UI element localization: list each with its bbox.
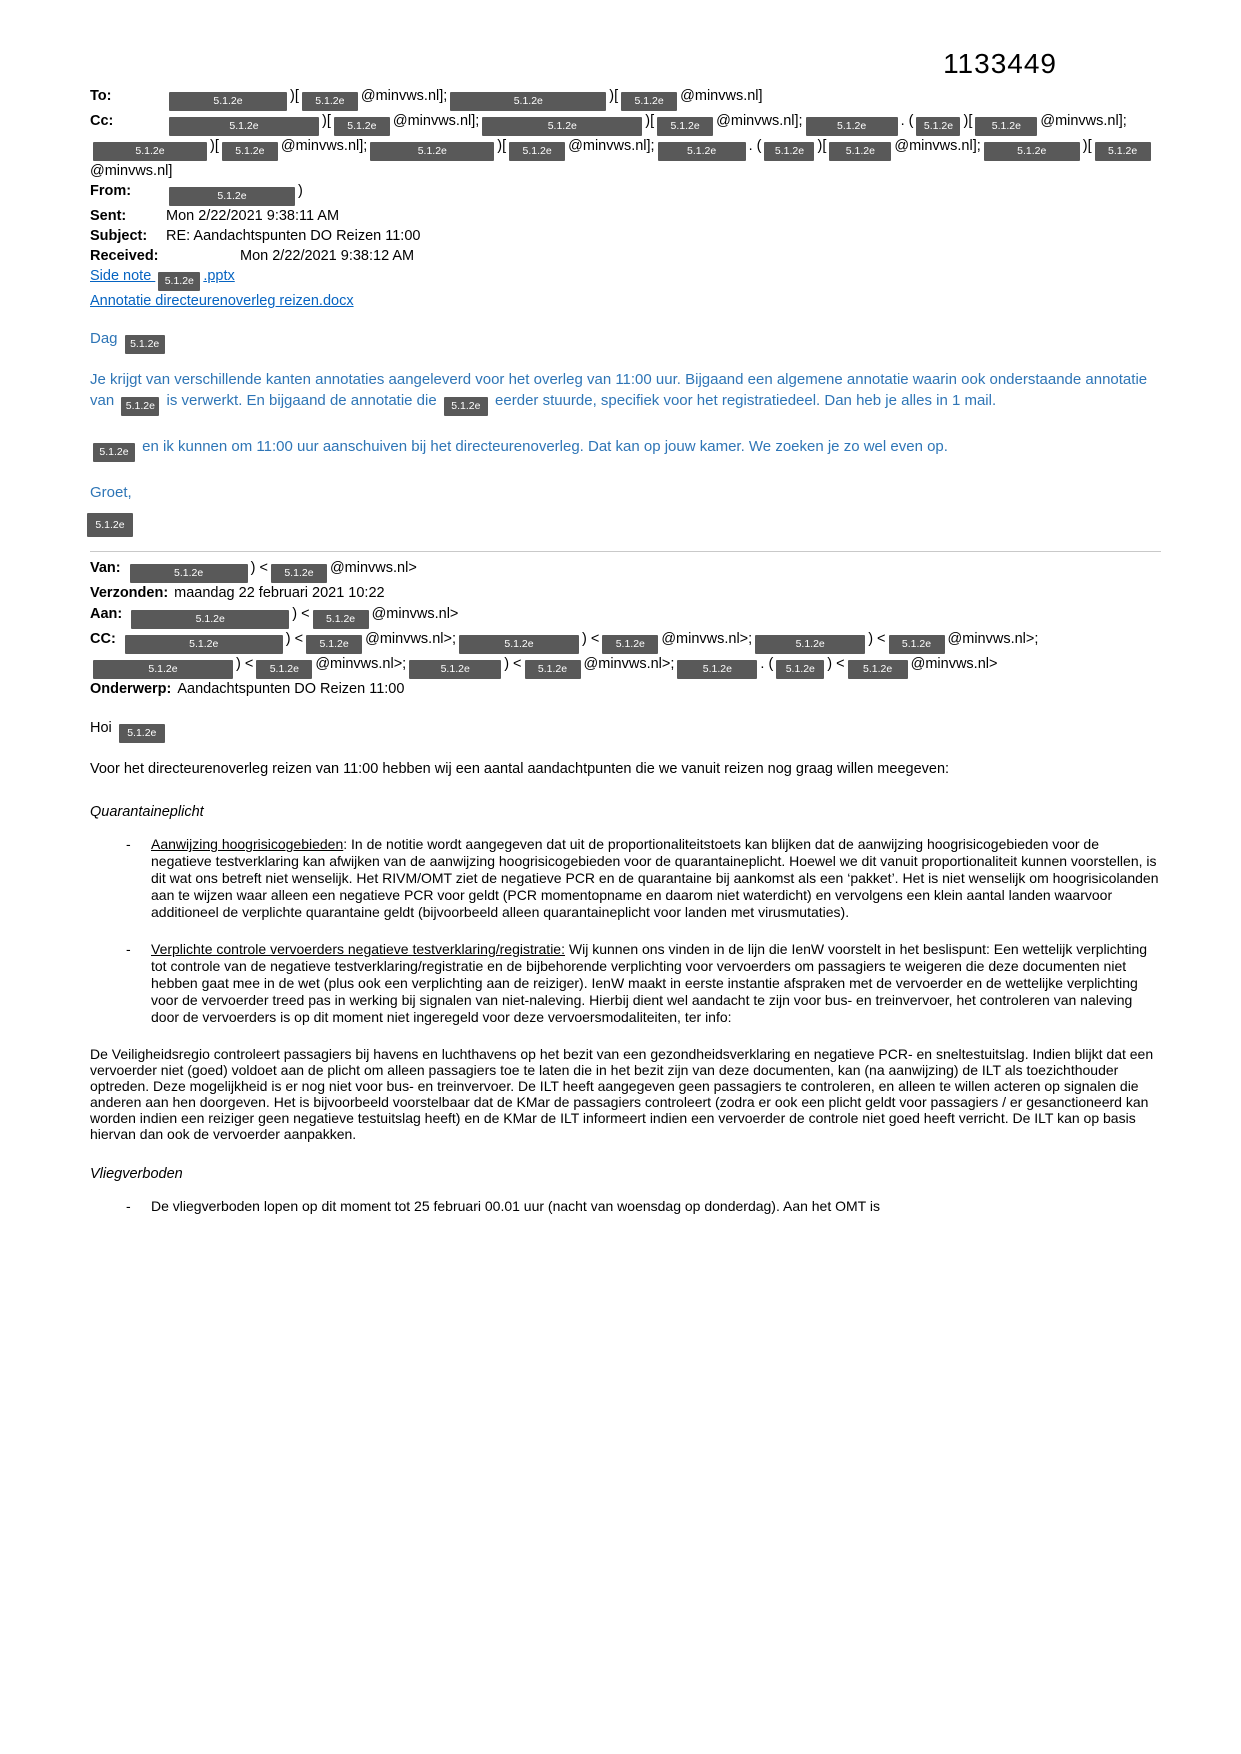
text-run: @minvws.nl>; — [315, 656, 407, 672]
text-run: )[ — [1082, 138, 1092, 154]
header-row-verzonden — [90, 583, 1161, 604]
attachment-link-docx[interactable] — [90, 291, 1161, 312]
text-run: ) < — [292, 606, 310, 622]
redaction-box: 5.1.2e — [93, 660, 233, 679]
redaction-box: 5.1.2e — [658, 142, 746, 161]
email-reply-body — [90, 328, 1161, 537]
text-run: ) < — [236, 656, 254, 672]
header-value-verzonden: maandag 22 februari 2021 10:22 — [174, 585, 385, 601]
redaction-box: 5.1.2e — [334, 117, 390, 136]
redaction-box: 5.1.2e — [93, 443, 135, 462]
bullet-item-hoogrisicogebieden — [126, 836, 1161, 921]
bullet-text-vliegverboden — [151, 1198, 1161, 1215]
text-run: . ( — [748, 138, 762, 154]
bullet-item-vervoerders — [126, 941, 1161, 1026]
underlined-text: Aanwijzing hoogrisicogebieden — [151, 836, 344, 852]
underlined-text: Verplichte controle vervoerders negatieve testverklaring/registratie: — [151, 941, 565, 957]
quoted-email-body — [90, 718, 1161, 1215]
bullet-dash: - — [126, 941, 131, 957]
redaction-box: 5.1.2e — [776, 660, 824, 679]
redaction-box: 5.1.2e — [306, 635, 362, 654]
text-run: ) < — [285, 631, 304, 647]
redaction-box: 5.1.2e — [916, 117, 960, 136]
signoff-line: Groet, — [90, 484, 132, 501]
bullet-dash: - — [126, 836, 131, 852]
email-reply-section — [90, 86, 1161, 537]
header-value-sent: Mon 2/22/2021 9:38:11 AM — [166, 208, 340, 224]
redaction-box: 5.1.2e — [271, 564, 327, 583]
header-value-to — [166, 88, 763, 107]
text-run: Hoi — [90, 720, 116, 736]
redaction-box: 5.1.2e — [302, 92, 358, 111]
text-run: @minvws.nl> — [329, 560, 417, 576]
text-run: @minvws.nl]; — [280, 138, 368, 154]
attachment-link-text[interactable]: Annotatie directeurenoverleg reizen.docx — [90, 293, 354, 309]
redaction-box: 5.1.2e — [459, 635, 579, 654]
text-run: @minvws.nl>; — [365, 631, 456, 647]
text-run: @minvws.nl> — [910, 656, 998, 672]
redaction-box: 5.1.2e — [509, 142, 565, 161]
redaction-box: 5.1.2e — [755, 635, 865, 654]
text-run: @minvws.nl]; — [568, 138, 655, 154]
body-paragraph-2 — [90, 436, 1161, 462]
text-run: @minvws.nl]; — [894, 138, 981, 154]
header-value-from — [166, 183, 303, 202]
quoted-email-section — [90, 558, 1161, 1215]
header-label-cc: Cc: — [90, 113, 114, 129]
doc-number-stamp: 1133449 — [943, 48, 1057, 79]
redaction-box: 5.1.2e — [87, 513, 133, 537]
redaction-box: 5.1.2e — [409, 660, 501, 679]
redaction-box: 5.1.2e — [806, 117, 898, 136]
text-run: ) < — [581, 631, 600, 647]
header-label-cc2: CC: — [90, 631, 116, 647]
info-paragraph: De Veiligheidsregio controleert passagiers bij havens en luchthavens op het bezit van een gezondheidsverklaring en negatieve PCR- en sneltestuitslag. Indien blijkt dat een vervoerder niet (goed) voldoet aan de plicht om alleen passagiers toe te laten die in het bezit zijn van deze documenten, kan (na aanwijzing) de ILT als toezichthouder optreden. Deze mogelijkheid is er nog niet voor bus- en treinvervoer. De ILT heeft aangegeven geen passagiers te controleren, en alleen te willen acteren op signalen die anderen aan hen doorgeven. Het is bijvoorbeeld voorstelbaar dat de KMar de passagiers controleert (zodra er ook een plicht geldt voor passagiers / er gesanctioneerd kan worden indien een reiziger geen negatieve testuitslag heeft) en de KMar de ILT informeert indien een vervoerder de controle niet goed heeft verricht. De ILT kan op basis hiervan dan ook de vervoerder aanpakken. — [90, 1046, 1154, 1142]
redaction-box: 5.1.2e — [313, 610, 369, 629]
redaction-box: 5.1.2e — [889, 635, 945, 654]
text-run: Je krijgt van verschillende kanten annotaties aangeleverd voor het overleg van 11:00 uur. Bijgaand een algemene annotatie waarin ook onderstaande annotatie van — [90, 371, 1148, 409]
redaction-box: 5.1.2e — [848, 660, 908, 679]
text-run: Wij kunnen ons vinden in de lijn die IenW voorstelt in het beslispunt: Een wettelijk verplichting tot controle van de negatieve testverklaring/registratie en de bijbehorende verplichting voor vervoerders om passagiers te weigeren die deze documenten niet hebben gaat mee in de wet (plus ook een verplichting aan de reiziger). IenW maakt in eerste instantie afspraken met de vervoerder en de wettelijke verplichting voor de vervoerder treed pas in werking bij signalen van niet-naleving. Hierbij dient wel aandacht te zijn voor bus- en treinvervoer, het controleren van naleving door de vervoerders is op dit moment niet ingeregeld voor deze vervoersmodaliteiten, ter info: — [151, 941, 1148, 1025]
redaction-box: 5.1.2e — [158, 272, 200, 291]
text-run: De vliegverboden lopen op dit moment tot 25 februari 00.01 uur (nacht van woensdag op donderdag). Aan het OMT is — [151, 1198, 880, 1214]
text-run: is verwerkt. En bijgaand de annotatie die — [162, 392, 441, 409]
header-row-to — [90, 86, 1161, 111]
text-run: ) — [298, 183, 303, 199]
redaction-box: 5.1.2e — [93, 142, 207, 161]
header-row-onderwerp — [90, 679, 1161, 700]
header-label-onderwerp: Onderwerp: — [90, 681, 172, 697]
bullet-text-vervoerders — [151, 941, 1161, 1026]
redaction-box: 5.1.2e — [657, 117, 713, 136]
text-run: eerder stuurde, specifiek voor het registratiedeel. Dan heb je alles in 1 mail. — [490, 392, 997, 409]
redaction-box: 5.1.2e — [621, 92, 677, 111]
redaction-box: 5.1.2e — [130, 564, 248, 583]
header-label-received: Received: — [90, 248, 159, 264]
header-value-onderwerp: Aandachtspunten DO Reizen 11:00 — [177, 681, 405, 697]
signature-redaction — [84, 509, 1161, 537]
text-run: . ( — [900, 113, 914, 129]
header-label-to: To: — [90, 88, 112, 104]
text-run: ) < — [504, 656, 522, 672]
redaction-box: 5.1.2e — [450, 92, 606, 111]
bullet-dash: - — [126, 1198, 131, 1214]
header-value-subject: RE: Aandachtspunten DO Reizen 11:00 — [166, 228, 421, 244]
header-row-van — [90, 558, 1161, 583]
text-run: @minvws.nl]; — [716, 113, 803, 129]
text-run: )[ — [609, 88, 619, 104]
text-run: Dag — [90, 330, 122, 347]
redaction-box: 5.1.2e — [482, 117, 642, 136]
email-divider — [90, 551, 1161, 552]
header-row-received — [90, 246, 1161, 266]
header-row-cc2 — [90, 629, 1161, 679]
body-paragraph-1 — [90, 369, 1161, 416]
text-run: )[ — [645, 113, 655, 129]
redaction-box: 5.1.2e — [829, 142, 891, 161]
text-run: )[ — [322, 113, 331, 129]
section-heading-vliegverboden: Vliegverboden — [90, 1166, 183, 1182]
text-run: @minvws.nl>; — [583, 656, 675, 672]
greeting-line — [90, 328, 1161, 354]
redaction-box: 5.1.2e — [169, 187, 295, 206]
header-value-cc2 — [90, 631, 1039, 675]
text-run: en ik kunnen om 11:00 uur aanschuiven bij het directeurenoverleg. Dat kan op jouw kamer. We zoeken je zo wel even op. — [138, 438, 948, 455]
intro-paragraph: Voor het directeurenoverleg reizen van 11:00 hebben wij een aantal aandachtpunten die we vanuit reizen nog graag willen meegeven: — [90, 761, 950, 777]
redaction-box: 5.1.2e — [121, 397, 159, 416]
redaction-box: 5.1.2e — [984, 142, 1080, 161]
redaction-box: 5.1.2e — [975, 117, 1037, 136]
attachment-link-pptx[interactable] — [90, 266, 1161, 291]
redaction-box: 5.1.2e — [1095, 142, 1151, 161]
redaction-box: 5.1.2e — [256, 660, 312, 679]
text-run: @minvws.nl] — [680, 88, 763, 104]
document-content — [90, 86, 1161, 1215]
text-run: )[ — [210, 138, 219, 154]
header-label-aan: Aan: — [90, 606, 123, 622]
header-row-aan — [90, 604, 1161, 629]
section-heading-quarantaineplicht: Quarantaineplicht — [90, 804, 204, 820]
header-label-verzonden: Verzonden: — [90, 585, 169, 601]
header-row-from — [90, 181, 1161, 206]
redaction-box: 5.1.2e — [125, 635, 283, 654]
text-run: ) < — [827, 656, 845, 672]
header-label-van: Van: — [90, 560, 121, 576]
text-run: @minvws.nl]; — [392, 113, 480, 129]
text-run: @minvws.nl> — [371, 606, 459, 622]
attachment-link-text[interactable]: Side note — [90, 268, 156, 284]
redaction-box: 5.1.2e — [602, 635, 658, 654]
redaction-box: 5.1.2e — [370, 142, 494, 161]
text-run: . ( — [760, 656, 774, 672]
redaction-box: 5.1.2e — [131, 610, 289, 629]
header-row-subject — [90, 226, 1161, 246]
redaction-box: 5.1.2e — [169, 92, 287, 111]
header-row-cc — [90, 111, 1161, 181]
header-row-sent — [90, 206, 1161, 226]
redaction-box: 5.1.2e — [125, 335, 165, 354]
attachment-link-text[interactable]: .pptx — [203, 268, 235, 284]
header-label-sent: Sent: — [90, 208, 127, 224]
text-run: @minvws.nl]; — [360, 88, 448, 104]
header-value-van — [127, 560, 417, 579]
redaction-box: 5.1.2e — [169, 117, 319, 136]
text-run: @minvws.nl]; — [1040, 113, 1127, 129]
redaction-box: 5.1.2e — [222, 142, 278, 161]
text-run: @minvws.nl>; — [947, 631, 1039, 647]
text-run: ) < — [868, 631, 886, 647]
redaction-box: 5.1.2e — [764, 142, 814, 161]
header-label-from: From: — [90, 183, 132, 199]
text-run: )[ — [497, 138, 507, 154]
redaction-box: 5.1.2e — [677, 660, 757, 679]
header-label-subject: Subject: — [90, 228, 148, 244]
greeting-line-2 — [90, 718, 1161, 743]
header-value-aan — [128, 606, 459, 625]
text-run: @minvws.nl>; — [661, 631, 753, 647]
redaction-box: 5.1.2e — [444, 397, 488, 416]
redaction-box: 5.1.2e — [525, 660, 581, 679]
header-value-received: Mon 2/22/2021 9:38:12 AM — [240, 248, 415, 264]
text-run: : In de notitie wordt aangegeven dat uit de proportionaliteitstoets kan blijken dat de aanwijzing hoogrisicogebieden voor de negatieve testverklaring kan afwijken van de aanwijzing hoogrisicogebieden voor de quarantaineplicht. Hoewel we dit vanuit proportionaliteit kunnen voorstellen, is dit wat ons betreft niet wenselijk. Het RIVM/OMT ziet de negatieve PCR en de quarantaine bij aankomst als een ‘pakket’. Het is niet wenselijk om hoogrisicolanden aan te wijzen waar alleen een negatieve PCR voor geldt (PCR momentopname en daarom niet waterdicht) en vervolgens een klein aantal landen waarvoor additioneel de verplichte quarantaine geldt (bijvoorbeeld alleen quarantaineplicht voor landen met virusmutaties). — [151, 836, 1159, 920]
text-run: )[ — [817, 138, 827, 154]
text-run: ) < — [250, 560, 268, 576]
text-run: @minvws.nl] — [90, 163, 173, 179]
bullet-text-hoogrisicogebieden — [151, 836, 1161, 921]
header-value-cc — [90, 113, 1154, 179]
redaction-box: 5.1.2e — [119, 724, 165, 743]
text-run: )[ — [963, 113, 973, 129]
text-run: )[ — [290, 88, 299, 104]
bullet-item-vliegverboden — [126, 1198, 1161, 1215]
